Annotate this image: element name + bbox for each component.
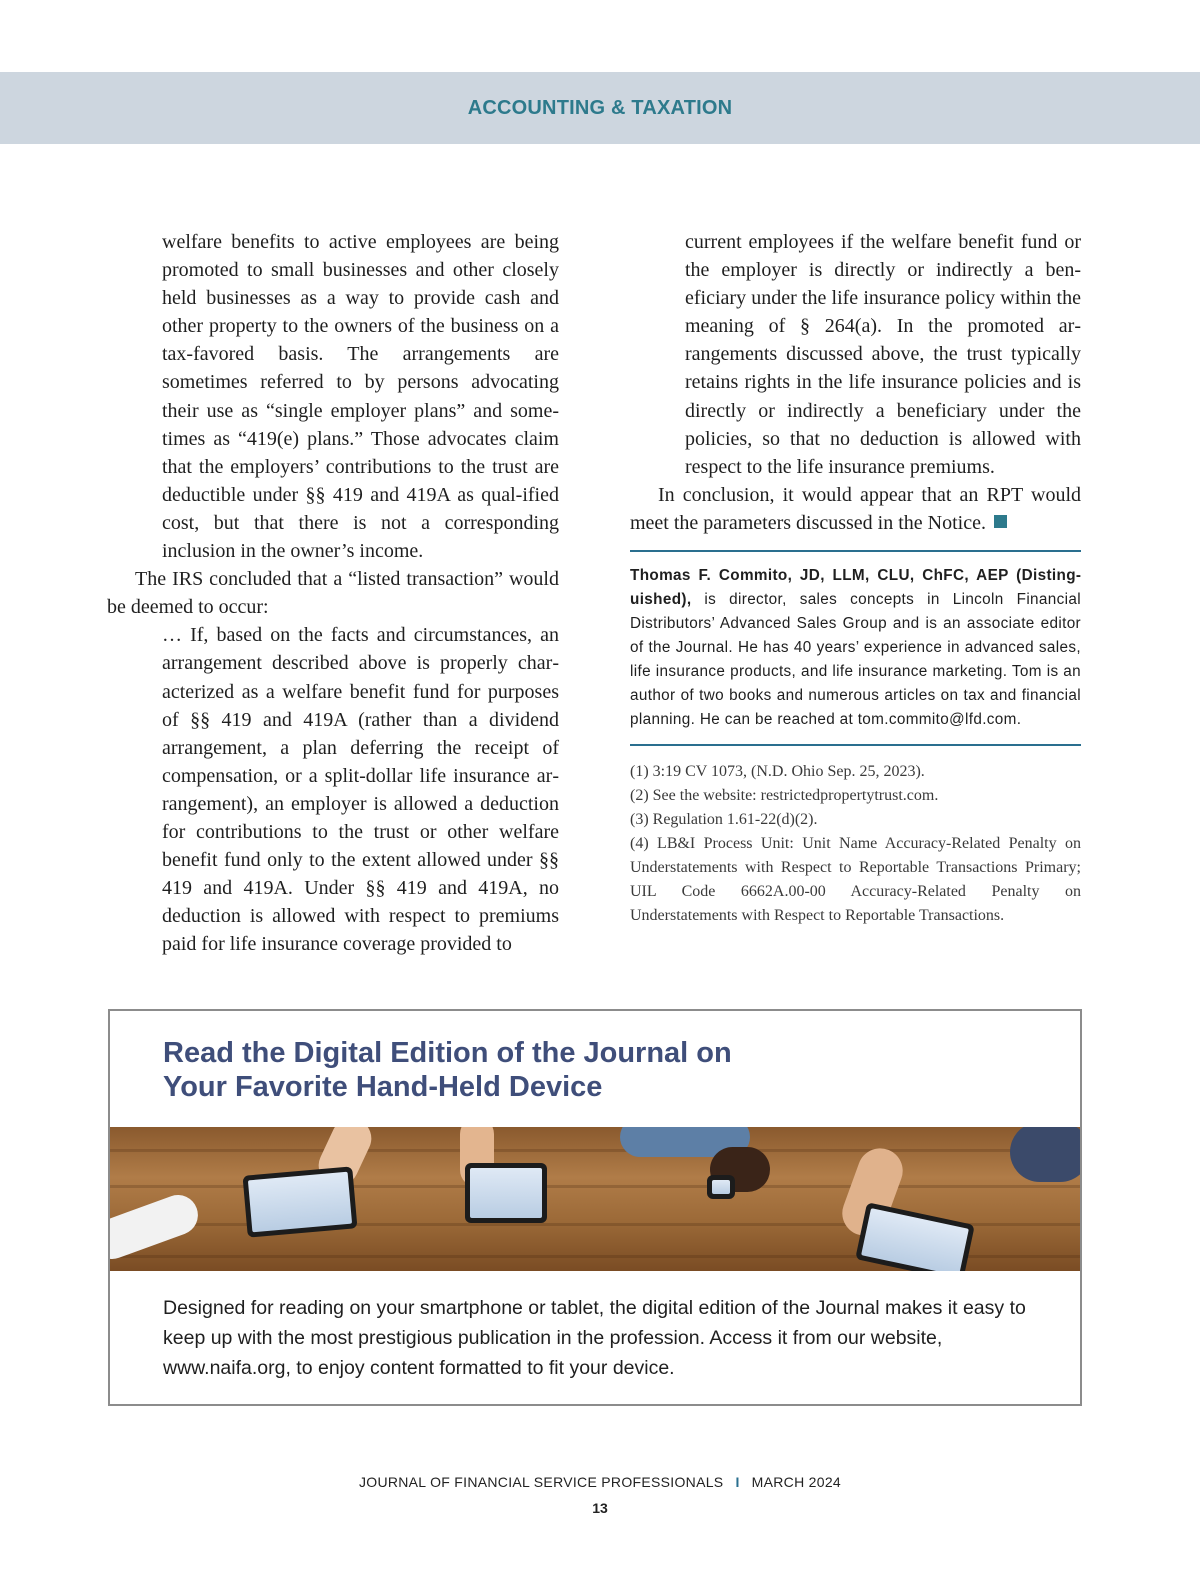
block-quote: … If, based on the facts and circumstances, an arrangement described above is properly characterized as a welfare benefit fund for purposes of §§ 419 and 419A (rather than a dividend arrangement, a plan deferring the receipt of compensation, or a split-dollar life insurance arrangement), an employer is allowed a deduction for contributions to the trust or other welfare benefit fund only to the extent allowed under §§ 419 and 419A. Under §§ 419 and 419A, no deduction is allowed with respect to premiums paid for life insurance coverage provided to xyxy=(162,624,559,956)
section-header-band xyxy=(0,72,1200,144)
digital-edition-promo xyxy=(108,1009,1082,1406)
left-column xyxy=(107,228,559,958)
promo-description: Designed for reading on your smartphone or tablet, the digital edition of the Journal makes it easy to keep up with the most prestigious publication in the profession. Access it from our website, www.naifa.org, to enjoy content formatted to fit your device. xyxy=(163,1297,1026,1379)
journal-name: JOURNAL OF FINANCIAL SERVICE PROFESSIONALS xyxy=(358,1474,724,1490)
footer-separator: I xyxy=(735,1474,740,1490)
conclusion-paragraph: In conclusion, it would appear that an RPT would meet the parameters discussed in the Notice. xyxy=(630,483,1081,534)
endnote: (2) See the website: restrictedpropertytrust.com. xyxy=(630,787,939,805)
divider xyxy=(630,744,1081,746)
tablet-image xyxy=(465,1163,547,1223)
author-bio: Thomas F. Commito, JD, LLM, CLU, ChFC, AEP (Distinguished), is director, sales concepts in Lincoln Financial Distributors’ Advanced Sales Group and is an associate editor of the Journal. He has 40 years’ experience in advanced sales, life insurance products, and life insurance marketing. Tom is an author of two books and numerous articles on tax and financial planning. He can be reached at tom.commito@lfd.com. xyxy=(630,567,1081,729)
author-name: Thomas F. Commito, JD, LLM, CLU, ChFC, AEP (Distinguished), xyxy=(630,567,1081,609)
quote-paragraph-top: welfare benefits to active employees are being promoted to small businesses and other closely held businesses as a way to provide cash and other property to the owners of the business on a tax-favored basis. The arrangements are sometimes referred to by persons advocating their use as “single employer plans” and some-times as “419(e) plans.” Those advocates claim that the employers’ contributions to the trust are deductible under §§ 419 and 419A as qual-ified cost, but that there is not a corresponding inclusion in the owner’s income. xyxy=(162,231,560,563)
promo-photo xyxy=(110,1127,1080,1271)
end-of-article-mark xyxy=(994,515,1007,528)
phone-image xyxy=(707,1175,735,1199)
endnote: (1) 3:19 CV 1073, (N.D. Ohio Sep. 25, 2023). xyxy=(630,763,925,781)
endnotes xyxy=(630,760,1081,928)
right-column xyxy=(630,228,1081,928)
endnote: (3) Regulation 1.61-22(d)(2). xyxy=(630,811,818,829)
block-quote-continued: current employees if the welfare benefit fund or the employer is directly or indirectly a beneficiary under the life insurance policy within the meaning of § 264(a). In the promoted arrangements discussed above, the trust typically retains rights in the life insurance policies and is directly or indirectly a beneficiary under the policies, so that no deduction is allowed with respect to the life insurance premiums. xyxy=(685,231,1081,478)
divider xyxy=(630,550,1081,552)
tablet-image xyxy=(243,1166,358,1237)
promo-title: Read the Digital Edition of the Journal on Your Favorite Hand-Held Device xyxy=(163,1037,732,1103)
page-footer xyxy=(0,1474,1200,1490)
section-title: ACCOUNTING & TAXATION xyxy=(467,96,733,119)
body-paragraph: The IRS concluded that a “listed transaction” would be deemed to occur: xyxy=(107,568,559,619)
issue-date: MARCH 2024 xyxy=(751,1474,842,1490)
page-number: 13 xyxy=(592,1500,608,1516)
tablet-image xyxy=(855,1202,975,1271)
endnote: (4) LB&I Process Unit: Unit Name Accuracy-Related Penalty on Understatements with Respect to Reportable Transactions Primary; UIL Code 6662A.00-00 Accuracy-Related Penalty on Understatements with Respect to Reportable Transactions. xyxy=(630,835,1081,925)
